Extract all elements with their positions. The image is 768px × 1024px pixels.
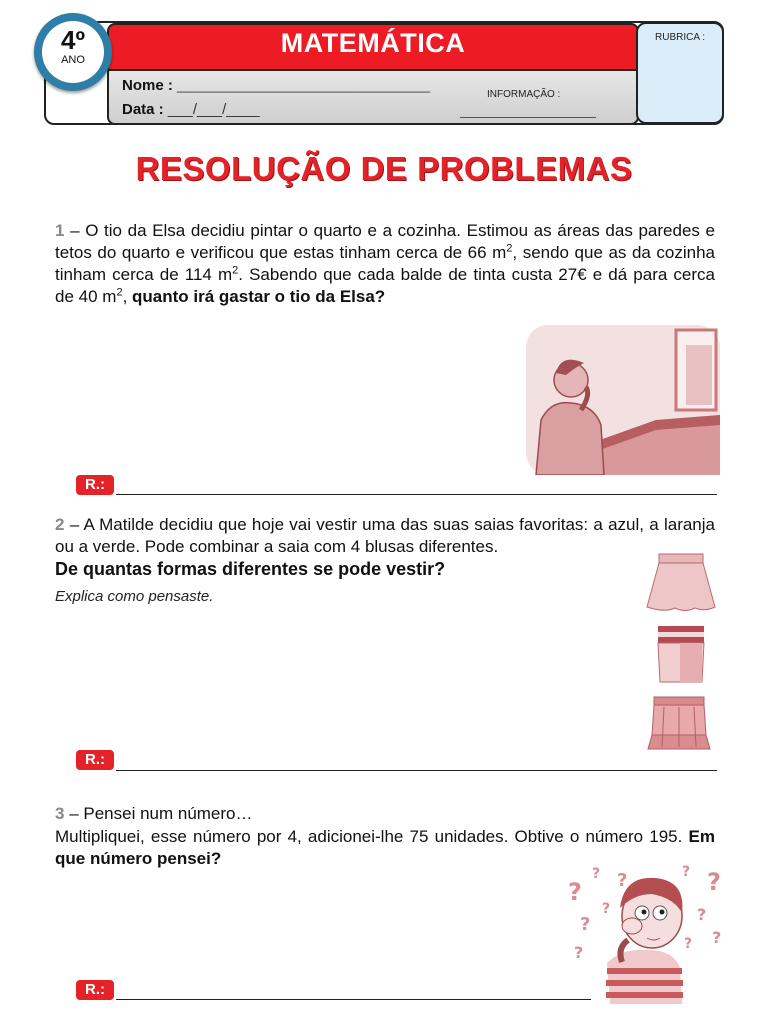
svg-text:?: ? [592, 866, 601, 882]
answer-badge: R.: [76, 980, 114, 1000]
info-label: INFORMAÇÃO : [487, 89, 561, 100]
svg-text:?: ? [684, 936, 693, 952]
answer-badge: R.: [76, 475, 114, 495]
problem-2-question: De quantas formas diferentes se pode vestir? [55, 559, 446, 579]
worksheet-title: RESOLUÇÃO DE PROBLEMAS [135, 150, 633, 187]
date-blank: ___/___/____ [167, 101, 260, 118]
problem-text: , [122, 287, 133, 306]
svg-text:?: ? [712, 928, 722, 947]
name-field[interactable] [122, 77, 430, 94]
skirt-icon [652, 624, 710, 686]
problem-text: – Pensei num número… [64, 804, 253, 823]
name-blank: ___________________________________ [177, 78, 431, 93]
answer-line-2[interactable] [116, 770, 717, 771]
problem-3-intro [55, 803, 715, 825]
svg-text:?: ? [707, 868, 721, 896]
answer-line-3[interactable] [116, 999, 591, 1000]
problem-number: 3 [55, 804, 65, 823]
grade-number: 4º [61, 25, 85, 55]
problem-text: . Sabendo que cada balde de tinta custa 27€ e dá para cerca de 40 m [55, 265, 715, 306]
svg-text:?: ? [697, 905, 707, 924]
superscript: 2 [116, 286, 123, 299]
problem-question: Em que número pensei? [55, 827, 715, 868]
svg-text:?: ? [568, 878, 582, 906]
problem-text: Multipliquei, esse número por 4, adicionei-lhe 75 unidades. Obtive o número 195. [55, 827, 689, 846]
grade-label: ANO [61, 54, 85, 66]
superscript: 2 [232, 264, 239, 277]
subject-title: MATEMÁTICA [280, 28, 466, 58]
problem-2 [55, 514, 715, 558]
problem-number: 1 [55, 221, 65, 240]
name-label: Nome : [122, 77, 173, 94]
rubrica-label: RUBRICA : [655, 32, 706, 43]
skirt-icon [646, 695, 712, 751]
svg-text:?: ? [580, 914, 591, 935]
confused-boy-illustration [562, 858, 732, 1004]
info-blank-line[interactable] [460, 117, 596, 118]
svg-text:?: ? [602, 901, 611, 917]
explain-note: Explica como pensaste. [55, 588, 214, 605]
problem-number: 2 [55, 515, 65, 534]
answer-badge: R.: [76, 750, 114, 770]
answer-line-1[interactable] [116, 494, 717, 495]
date-field[interactable] [122, 101, 260, 118]
svg-text:?: ? [574, 943, 584, 962]
problem-question: quanto irá gastar o tio da Elsa? [132, 287, 386, 306]
svg-text:?: ? [682, 864, 691, 880]
problem-text: – A Matilde decidiu que hoje vai vestir uma das suas saias favoritas: a azul, a laranja ou a verde. Pode combinar a saia com 4 blusas diferentes. [55, 515, 715, 556]
superscript: 2 [506, 242, 513, 255]
svg-text:?: ? [617, 870, 628, 891]
skirt-icon [645, 552, 717, 614]
problem-text: , sendo que as da cozinha tinham cerca de 114 m [55, 243, 716, 284]
problem-1 [55, 220, 715, 308]
date-label: Data : [122, 101, 164, 118]
problem-text: – O tio da Elsa decidiu pintar o quarto e a cozinha. Estimou as áreas das paredes e tetos do quarto e verificou que estas tinham cerca de 66 m [55, 221, 715, 262]
thinking-man-illustration [526, 325, 720, 475]
